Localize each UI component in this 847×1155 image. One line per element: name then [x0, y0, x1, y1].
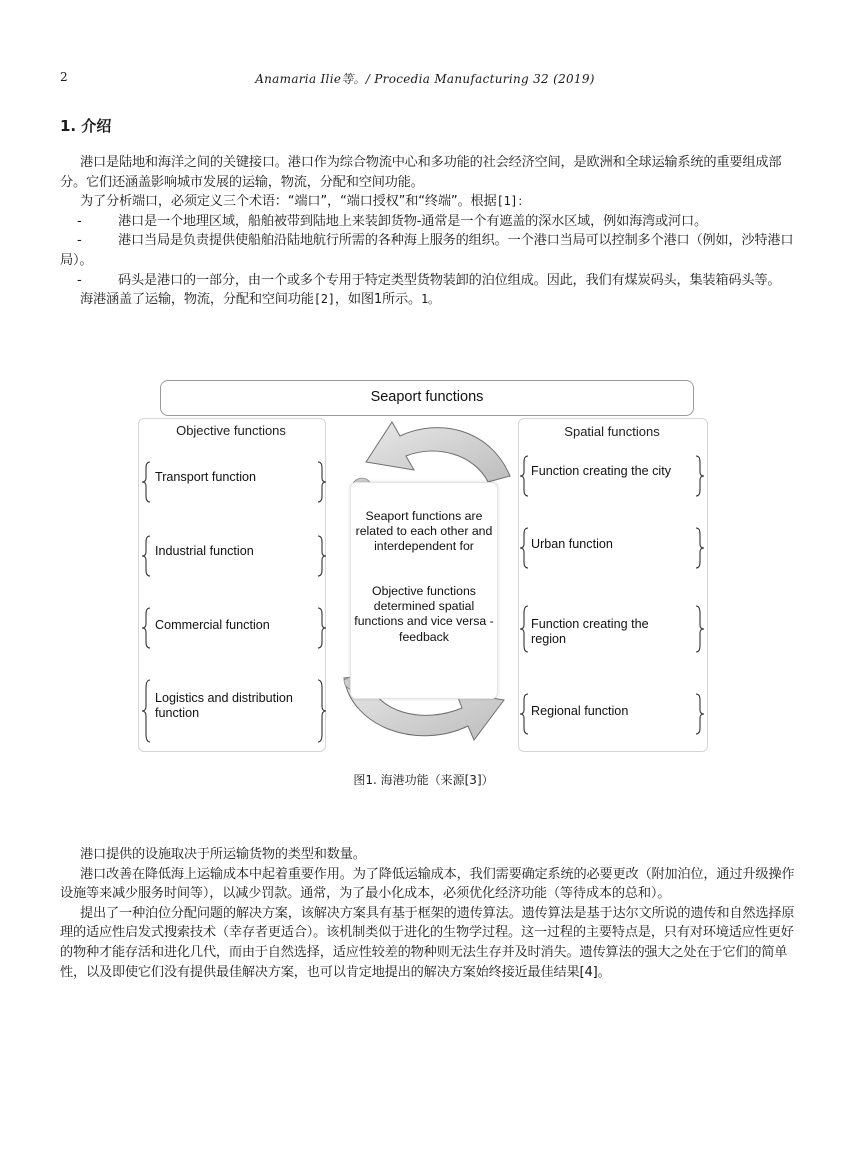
center-text-feedback: Objective functions determined spatial functions and vice versa - feedback	[354, 584, 494, 644]
paragraph: 海港涵盖了运输，物流，分配和空间功能[2]，如图1所示。1。	[80, 292, 440, 308]
paragraph: 提出了一种泊位分配问题的解决方案，该解决方案具有基于框架的遗传算法。遗传算法是基于达尔文所说的遗传和自然选择原理的适应性启发式搜索技术（幸存者更适合）。该机制类似于进化的生物学过程。这一过程的主要特点是，只有对环境适应性更好的物种才能存活和进化几代，而由于自然选择，适应性较差的物种则无法生存并及时消失。遗传算法的强大之处在于它们的简单性，以及即使它们没有提供最佳解决方案，也可以肯定地提出的解决方案始终接近最佳结果[4]。	[60, 905, 795, 980]
function-creating-region: Function creating the region	[531, 617, 649, 646]
seaport-functions-figure	[138, 378, 708, 753]
page-header	[60, 70, 790, 88]
transport-function: Transport function	[155, 470, 257, 484]
body-text	[60, 845, 795, 982]
industrial-function: Industrial function	[155, 544, 254, 558]
figure-caption: 图1. 海港功能（来源[3]）	[353, 773, 494, 787]
paragraph: 港口是陆地和海洋之间的关键接口。港口作为综合物流中心和多功能的社会经济空间，是欧洲和全球运输系统的重要组成部分。它们还涵盖影响城市发展的运输，物流，分配和空间功能。	[60, 155, 782, 190]
paragraph: 为了分析端口，必须定义三个术语：“端口”，“端口授权”和“终端”。根据[1]：	[80, 194, 530, 210]
paragraph: 港口改善在降低海上运输成本中起着重要作用。为了降低运输成本，我们需要确定系统的必要更改（附加泊位，通过升级操作设施等来减少服务时间等），以减少罚款。通常，为了最小化成本，必须优化经济功能（等待成本的总和）。	[60, 866, 795, 902]
running-head: Anamaria Ilie等。/ Procedia Manufacturing 32 (2019)	[255, 72, 595, 86]
list-item: - 港口是一个地理区域，船舶被带到陆地上来装卸货物-通常是一个有遮盖的深水区域，例如海湾或河口。	[77, 213, 707, 229]
logistics-distribution-function: Logistics and distribution function	[155, 691, 293, 720]
spatial-functions-header: Spatial functions	[564, 424, 660, 439]
regional-function: Regional function	[531, 704, 629, 718]
list-item: - 码头是港口的一部分，由一个或多个专用于特定类型货物装卸的泊位组成。因此，我们有煤炭码头，集装箱码头等。	[77, 272, 781, 288]
center-feedback-box	[350, 482, 498, 699]
intro-text	[60, 153, 795, 310]
citation: [1]：	[496, 194, 530, 209]
figure-title: Seaport functions	[160, 380, 694, 416]
function-creating-city: Function creating the city	[531, 464, 672, 478]
objective-functions-header: Objective functions	[176, 423, 286, 438]
commercial-function: Commercial function	[155, 618, 270, 632]
section-title: 1. 介绍	[60, 117, 112, 135]
citation: [2]	[313, 292, 335, 307]
page-number: 2	[60, 70, 68, 84]
list-item: - 港口当局是负责提供使船舶沿陆地航行所需的各种海上服务的组织。一个港口当局可以控制多个港口（例如，沙特港口局）。	[60, 233, 794, 268]
urban-function: Urban function	[531, 537, 613, 551]
center-text-relation: Seaport functions are related to each other and interdependent for	[355, 509, 493, 554]
paragraph: 港口提供的设施取决于所运输货物的类型和数量。	[80, 847, 366, 862]
